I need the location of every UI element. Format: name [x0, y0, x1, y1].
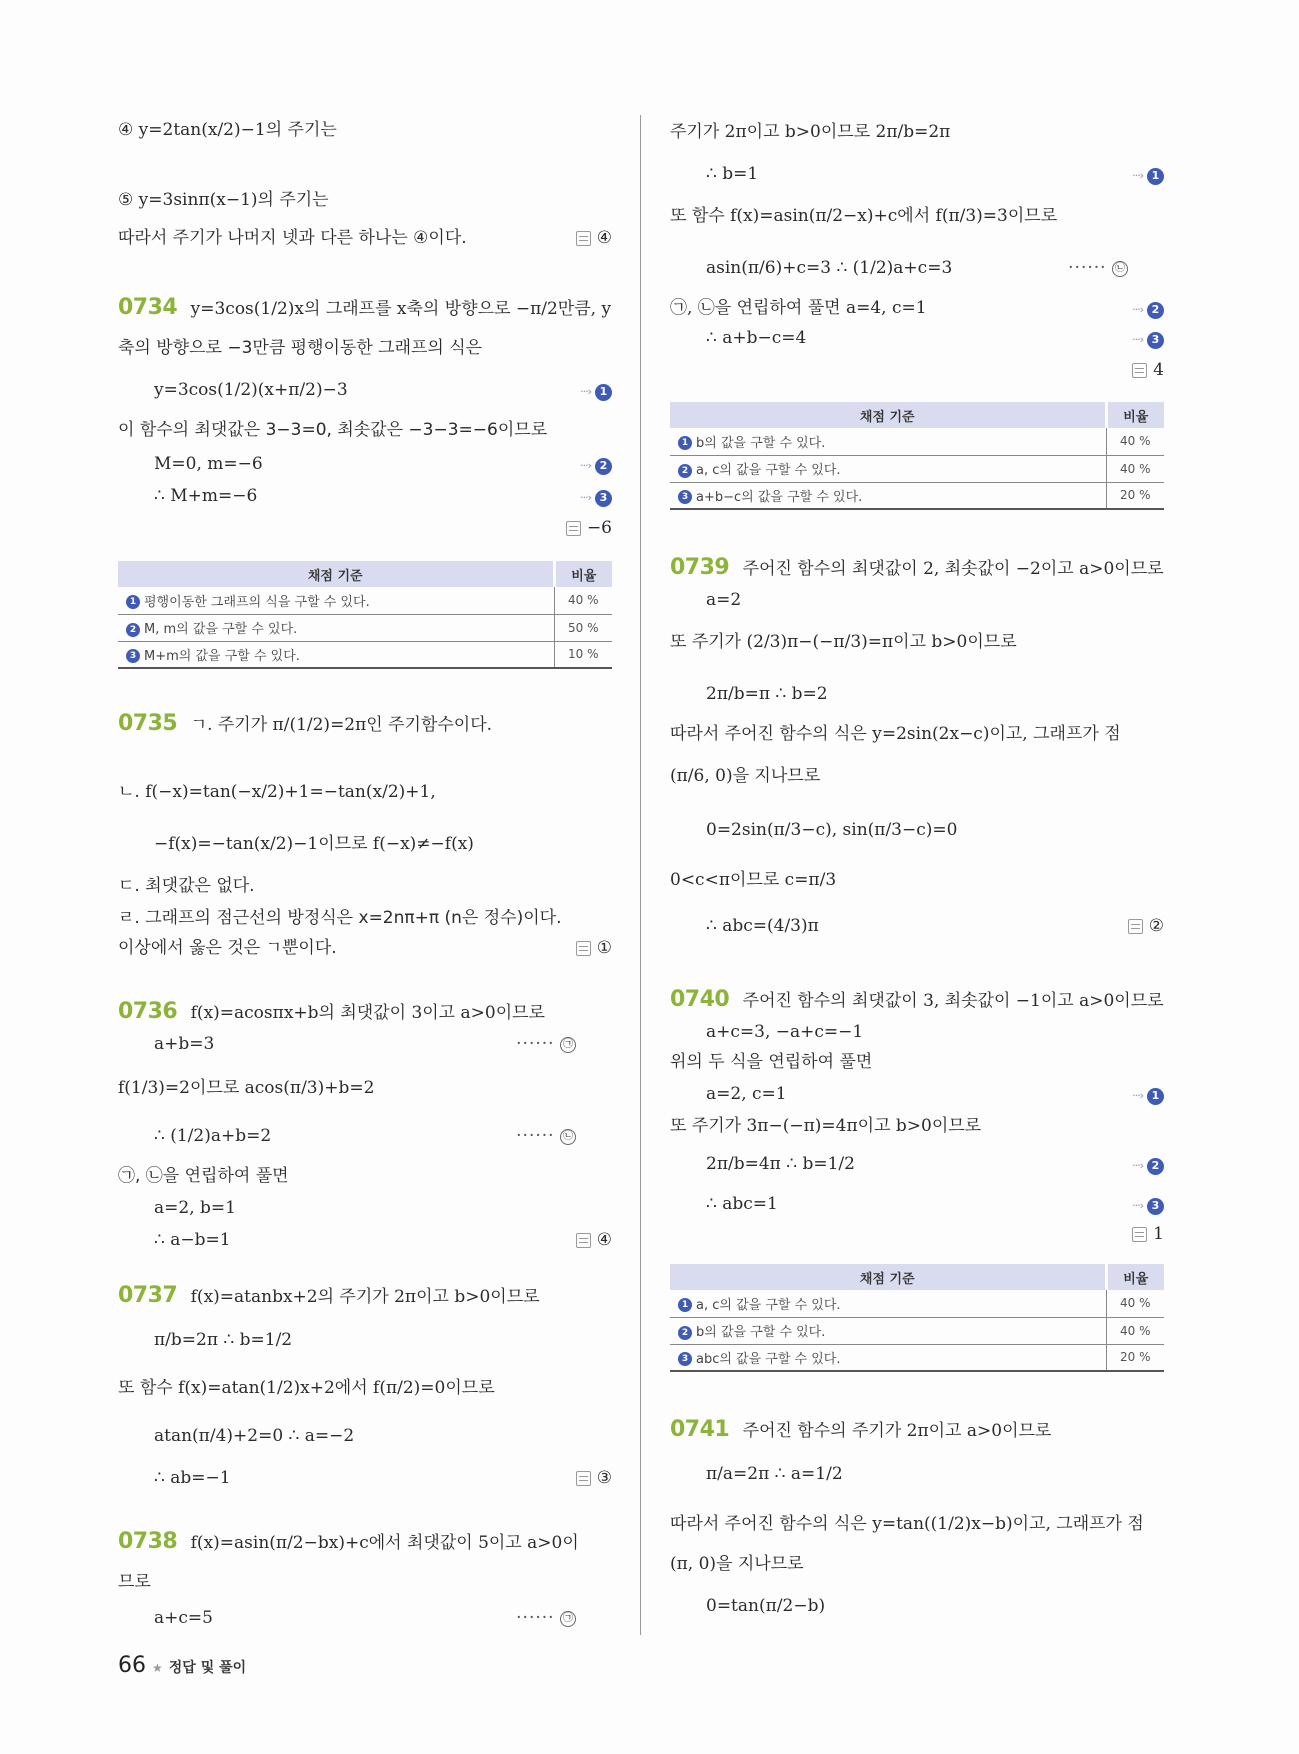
problem-0737-eq1: π/b=2π ∴ b=1/2	[154, 1330, 293, 1350]
answer-mark: ③	[576, 1466, 612, 1493]
problem-0738-cont-eq2: asin(π/6)+c=3 ∴ (1/2)a+c=3	[706, 258, 953, 278]
problem-0740-eq2: a=2, c=1	[706, 1084, 787, 1104]
problem-0737-eq2: atan(π/4)+2=0 ∴ a=−2	[154, 1426, 355, 1446]
problem-0736-eq4: ∴ a−b=1	[154, 1230, 231, 1250]
table-row: 2 M, m의 값을 구할 수 있다. 50 %	[118, 614, 612, 641]
arrow-icon: ···›	[580, 491, 591, 504]
problem-0737-line1: 0737 f(x)=atanbx+2의 주기가 2π이고 b>0이므로	[118, 1283, 540, 1308]
problem-0734-line1: 0734 y=3cos(1/2)x의 그래프를 x축의 방향으로 −π/2만큼, y	[118, 295, 612, 320]
table-row: 2 a, c의 값을 구할 수 있다. 40 %	[670, 455, 1164, 482]
arrow-icon: ···›	[1132, 1199, 1143, 1212]
arrow-icon: ···›	[1132, 169, 1143, 182]
problem-number: 0735	[118, 711, 178, 736]
problem-0741-line1: 0741 주어진 함수의 주기가 2π이고 a>0이므로	[670, 1417, 1052, 1442]
item5-line: ⑤ y=3sinπ(x−1)의 주기는	[118, 190, 329, 210]
problem-0735-line3: −f(x)=−tan(x/2)−1이므로 f(−x)≠−f(x)	[154, 834, 474, 854]
problem-0738-cont-line3: ㉠, ㉡을 연립하여 풀면 a=4, c=1	[670, 298, 927, 318]
star-icon: ★	[152, 1661, 163, 1675]
problem-0739-line5: 0<c<π이므로 c=π/3	[670, 870, 837, 890]
problem-0735-line6: 이상에서 옳은 것은 ㄱ뿐이다.	[118, 938, 337, 958]
answer-mark: ①	[576, 936, 612, 963]
table-row: 3 M+m의 값을 구할 수 있다. 10 %	[118, 641, 612, 668]
problem-0739-eq2: 2π/b=π ∴ b=2	[706, 684, 828, 704]
problem-0735-line4: ㄷ. 최댓값은 없다.	[118, 876, 255, 896]
answer-icon	[566, 521, 581, 536]
problem-0740-eq3: 2π/b=4π ∴ b=1/2	[706, 1154, 855, 1174]
answer-mark: 4	[1132, 358, 1164, 385]
problem-0738-line2: 므로	[118, 1572, 151, 1592]
problem-0740-eq4: ∴ abc=1	[706, 1194, 778, 1214]
problem-number: 0737	[118, 1283, 178, 1308]
problem-0741-eq2: 0=tan(π/2−b)	[706, 1596, 826, 1616]
problem-0736-line2: f(1/3)=2이므로 acos(π/3)+b=2	[118, 1078, 375, 1098]
grading-criteria-table-0740: 채점 기준 비율 1 a, c의 값을 구할 수 있다. 40 % 2 b의 값을 구할 수 있다. 40 % 3 abc의 값을 구할 수 있다. 20 %	[670, 1264, 1164, 1372]
table-row: 2 b의 값을 구할 수 있다. 40 %	[670, 1317, 1164, 1344]
answer-mark: 1	[1132, 1222, 1164, 1249]
step-marker-1: ···› 1	[580, 380, 612, 404]
step-marker-1: ···› 1	[1132, 1084, 1164, 1108]
answer-mark: −6	[566, 516, 612, 543]
arrow-icon: ···›	[580, 459, 591, 472]
answer-mark: ④	[576, 1228, 612, 1255]
grading-criteria-table-0738: 채점 기준 비율 1 b의 값을 구할 수 있다. 40 % 2 a, c의 값을 구할 수 있다. 40 % 3 a+b−c의 값을 구할 수 있다. 20 %	[670, 402, 1164, 510]
problem-0734-eq1: y=3cos(1/2)(x+π/2)−3	[154, 380, 348, 400]
problem-0737-eq3: ∴ ab=−1	[154, 1468, 231, 1488]
arrow-icon: ···›	[1132, 333, 1143, 346]
table-row: 1 a, c의 값을 구할 수 있다. 40 %	[670, 1290, 1164, 1317]
problem-0734-line3: 이 함수의 최댓값은 3−3=0, 최솟값은 −3−3=−6이므로	[118, 420, 548, 440]
problem-0740-line2: 위의 두 식을 연립하여 풀면	[670, 1052, 873, 1072]
problem-number: 0738	[118, 1529, 178, 1554]
problem-0736-line1: 0736 f(x)=acosπx+b의 최댓값이 3이고 a>0이므로	[118, 999, 545, 1024]
step-marker-3: ···› 3	[1132, 1194, 1164, 1218]
table-row: 3 a+b−c의 값을 구할 수 있다. 20 %	[670, 482, 1164, 509]
problem-0738-cont-line1: 주기가 2π이고 b>0이므로 2π/b=2π	[670, 122, 951, 142]
grading-criteria-table-0734: 채점 기준 비율 1 평행이동한 그래프의 식을 구할 수 있다. 40 % 2 M, m의 값을 구할 수 있다. 50 % 3 M+m의 값을 구할 수 있다. 10 %	[118, 561, 612, 669]
problem-0739-eq1: a=2	[706, 590, 742, 610]
step-marker-1: ···› 1	[1132, 164, 1164, 188]
answer-mark: ④	[576, 226, 612, 253]
problem-number: 0736	[118, 999, 178, 1024]
arrow-icon: ···›	[1132, 1159, 1143, 1172]
problem-0734-line2: 축의 방향으로 −3만큼 평행이동한 그래프의 식은	[118, 338, 483, 358]
page-footer	[118, 1653, 246, 1678]
problem-0740-line3: 또 주기가 3π−(−π)=4π이고 b>0이므로	[670, 1116, 982, 1136]
page-number: 66	[118, 1653, 146, 1678]
step-marker-2: ···› 2	[580, 454, 612, 478]
problem-0739-line2: 또 주기가 (2/3)π−(−π/3)=π이고 b>0이므로	[670, 632, 1017, 652]
answer-icon	[1132, 363, 1147, 378]
answer-mark: ②	[1128, 914, 1164, 941]
table-row: 3 abc의 값을 구할 수 있다. 20 %	[670, 1344, 1164, 1371]
problem-number: 0740	[670, 987, 730, 1012]
step-marker-3: ···› 3	[580, 486, 612, 510]
problem-0741-line3: (π, 0)을 지나므로	[670, 1554, 804, 1574]
item4-line: ④ y=2tan(x/2)−1의 주기는	[118, 120, 337, 140]
problem-0740-line1: 0740 주어진 함수의 최댓값이 3, 최솟값이 −1이고 a>0이므로	[670, 987, 1164, 1012]
problem-0739-line1: 0739 주어진 함수의 최댓값이 2, 최솟값이 −2이고 a>0이므로	[670, 555, 1164, 580]
answer-icon	[576, 941, 591, 956]
table-row: 1 b의 값을 구할 수 있다. 40 %	[670, 428, 1164, 455]
problem-0736-eq1: a+b=3	[154, 1034, 215, 1054]
arrow-icon: ···›	[1132, 303, 1143, 316]
problem-0736-line3: ㉠, ㉡을 연립하여 풀면	[118, 1166, 289, 1186]
problem-0738-line1: 0738 f(x)=asin(π/2−bx)+c에서 최댓값이 5이고 a>0이	[118, 1529, 579, 1554]
problem-0740-eq1: a+c=3, −a+c=−1	[706, 1022, 864, 1042]
answer-icon	[576, 1233, 591, 1248]
answer-icon	[1128, 919, 1143, 934]
problem-0735-line5: ㄹ. 그래프의 점근선의 방정식은 x=2nπ+π (n은 정수)이다.	[118, 908, 562, 928]
answer-icon	[576, 1471, 591, 1486]
table-row: 1 평행이동한 그래프의 식을 구할 수 있다. 40 %	[118, 587, 612, 614]
step-marker-2: ···› 2	[1132, 298, 1164, 322]
column-divider	[640, 115, 641, 1635]
problem-0736-eq3: a=2, b=1	[154, 1198, 236, 1218]
problem-0741-eq1: π/a=2π ∴ a=1/2	[706, 1464, 843, 1484]
problem-0734-eq3: ∴ M+m=−6	[154, 486, 258, 506]
problem-0741-line2: 따라서 주어진 함수의 식은 y=tan((1/2)x−b)이고, 그래프가 점	[670, 1514, 1144, 1534]
item-conclusion: 따라서 주기가 나머지 넷과 다른 하나는 ④이다.	[118, 228, 467, 248]
problem-0737-line2: 또 함수 f(x)=atan(1/2)x+2에서 f(π/2)=0이므로	[118, 1378, 495, 1398]
problem-0738-cont-eq3: ∴ a+b−c=4	[706, 328, 807, 348]
problem-number: 0741	[670, 1417, 730, 1442]
problem-0738-cont-line2: 또 함수 f(x)=asin(π/2−x)+c에서 f(π/3)=3이므로	[670, 206, 1058, 226]
problem-0739-line3: 따라서 주어진 함수의 식은 y=2sin(2x−c)이고, 그래프가 점	[670, 724, 1121, 744]
problem-0738-cont-eq1: ∴ b=1	[706, 164, 759, 184]
problem-0739-eq3: 0=2sin(π/3−c), sin(π/3−c)=0	[706, 820, 958, 840]
step-marker-3: ···› 3	[1132, 328, 1164, 352]
arrow-icon: ···›	[580, 385, 591, 398]
answer-icon	[1132, 1227, 1147, 1242]
problem-0734-eq2: M=0, m=−6	[154, 454, 263, 474]
problem-number: 0734	[118, 295, 178, 320]
answer-icon	[576, 231, 591, 246]
problem-0739-line4: (π/6, 0)을 지나므로	[670, 766, 821, 786]
step-marker-2: ···› 2	[1132, 1154, 1164, 1178]
problem-0735-line1: 0735 ㄱ. 주기가 π/(1/2)=2π인 주기함수이다.	[118, 711, 493, 736]
problem-0739-eq4: ∴ abc=(4/3)π	[706, 916, 819, 936]
problem-0736-eq2: ∴ (1/2)a+b=2	[154, 1126, 272, 1146]
section-title: 정답 및 풀이	[168, 1660, 247, 1676]
arrow-icon: ···›	[1132, 1089, 1143, 1102]
problem-number: 0739	[670, 555, 730, 580]
problem-0738-eq1: a+c=5	[154, 1608, 213, 1628]
problem-0735-line2: ㄴ. f(−x)=tan(−x/2)+1=−tan(x/2)+1,	[118, 782, 436, 802]
